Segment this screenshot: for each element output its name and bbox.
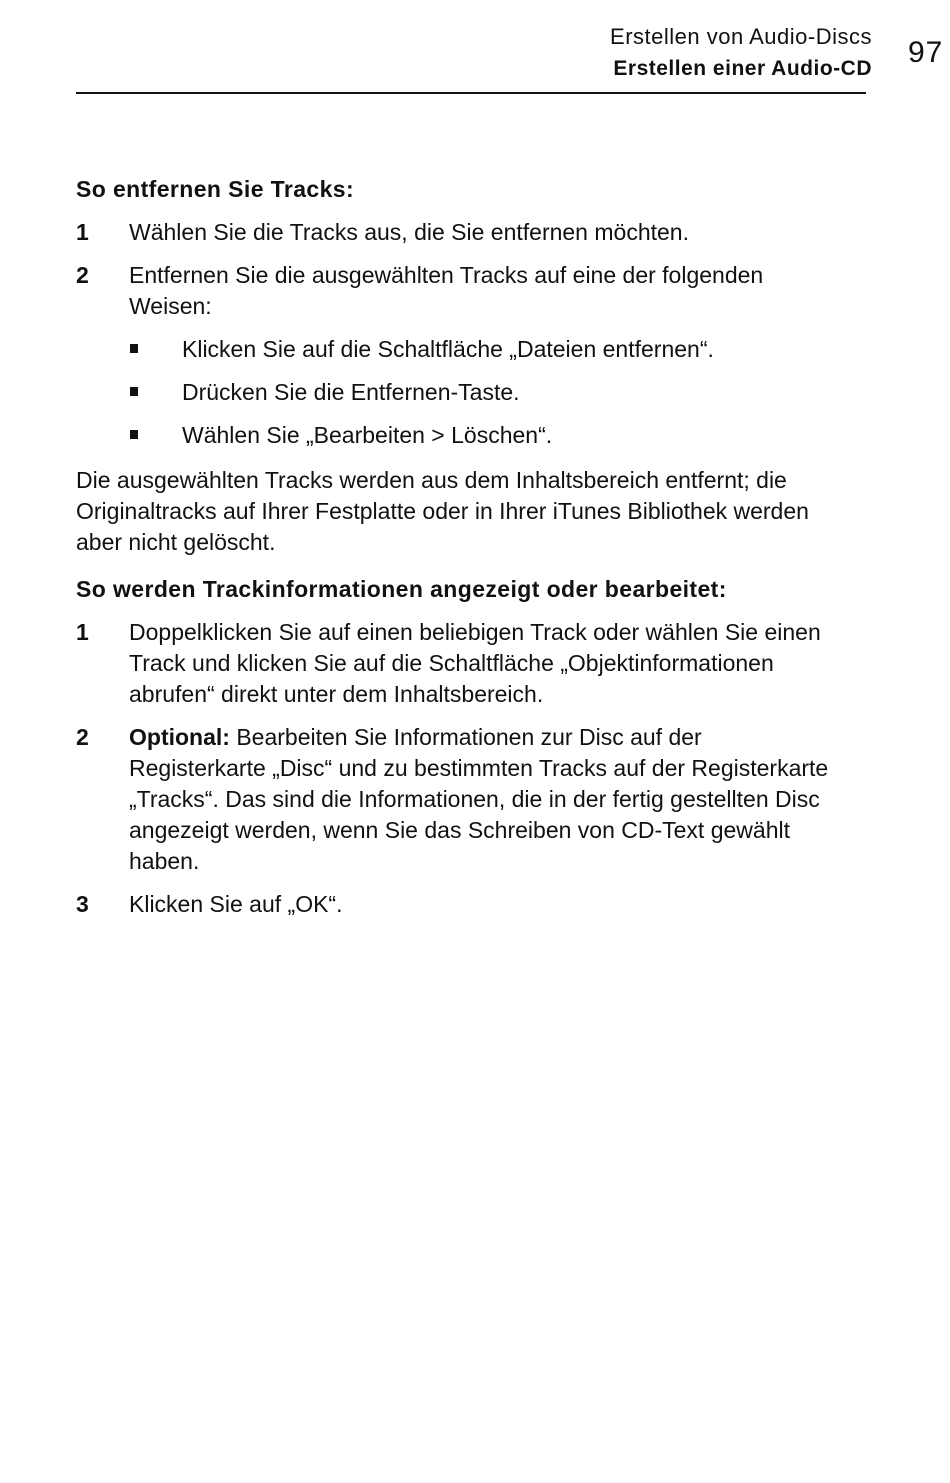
- square-bullet-icon: [130, 344, 138, 353]
- remove-step-1: [76, 217, 876, 248]
- result-paragraph: Die ausgewählten Tracks werden aus dem Inhaltsbereich entfernt; die Originaltracks auf Ihrer Festplatte oder in Ihrer iTunes Bibliothek werden aber nicht gelöscht.: [76, 467, 809, 555]
- step-number: 2: [76, 262, 89, 288]
- heading-track-info: So werden Trackinformationen angezeigt oder bearbeitet:: [76, 576, 727, 602]
- page-number: 97: [908, 36, 944, 69]
- step-text: Klicken Sie auf „OK“.: [129, 891, 343, 917]
- bullet-text: Klicken Sie auf die Schaltfläche „Dateien entfernen“.: [182, 336, 714, 362]
- bullet-item: [76, 377, 876, 408]
- step-text: Doppelklicken Sie auf einen beliebigen Track oder wählen Sie einen Track und klicken Sie auf die Schaltfläche „Objektinformationen abrufen“ direkt unter dem Inhaltsbereich.: [129, 619, 821, 707]
- square-bullet-icon: [130, 430, 138, 439]
- bullet-text: Drücken Sie die Entfernen-Taste.: [182, 379, 520, 405]
- step-text: Entfernen Sie die ausgewählten Tracks auf eine der folgenden Weisen:: [129, 262, 764, 319]
- step-text: Wählen Sie die Tracks aus, die Sie entfernen möchten.: [129, 219, 689, 245]
- chapter-title: Erstellen von Audio-Discs: [610, 24, 872, 49]
- info-step-3: [76, 889, 876, 920]
- step-number: 1: [76, 219, 89, 245]
- heading-remove-tracks: So entfernen Sie Tracks:: [76, 176, 355, 202]
- step-number: 1: [76, 619, 89, 645]
- page-header: [76, 22, 872, 94]
- bullet-item: [76, 420, 876, 451]
- step-number: 3: [76, 891, 89, 917]
- section-title: Erstellen einer Audio-CD: [613, 57, 872, 80]
- step-number: 2: [76, 724, 89, 750]
- bullet-text: Wählen Sie „Bearbeiten > Löschen“.: [182, 422, 553, 448]
- info-step-2: [76, 722, 876, 877]
- remove-step-2: [76, 260, 876, 322]
- square-bullet-icon: [130, 387, 138, 396]
- info-step-1: [76, 617, 876, 710]
- step-text: Bearbeiten Sie Informationen zur Disc auf der Registerkarte „Disc“ und zu bestimmten Tracks auf der Registerkarte „Tracks“. Das sind die Informationen, die in der fertig gestellten Disc angezeigt werden, wenn Sie das Schreiben von CD-Text gewählt haben.: [129, 724, 829, 874]
- bullet-item: [76, 334, 876, 365]
- page-content: [76, 174, 876, 932]
- optional-label: Optional:: [129, 724, 230, 750]
